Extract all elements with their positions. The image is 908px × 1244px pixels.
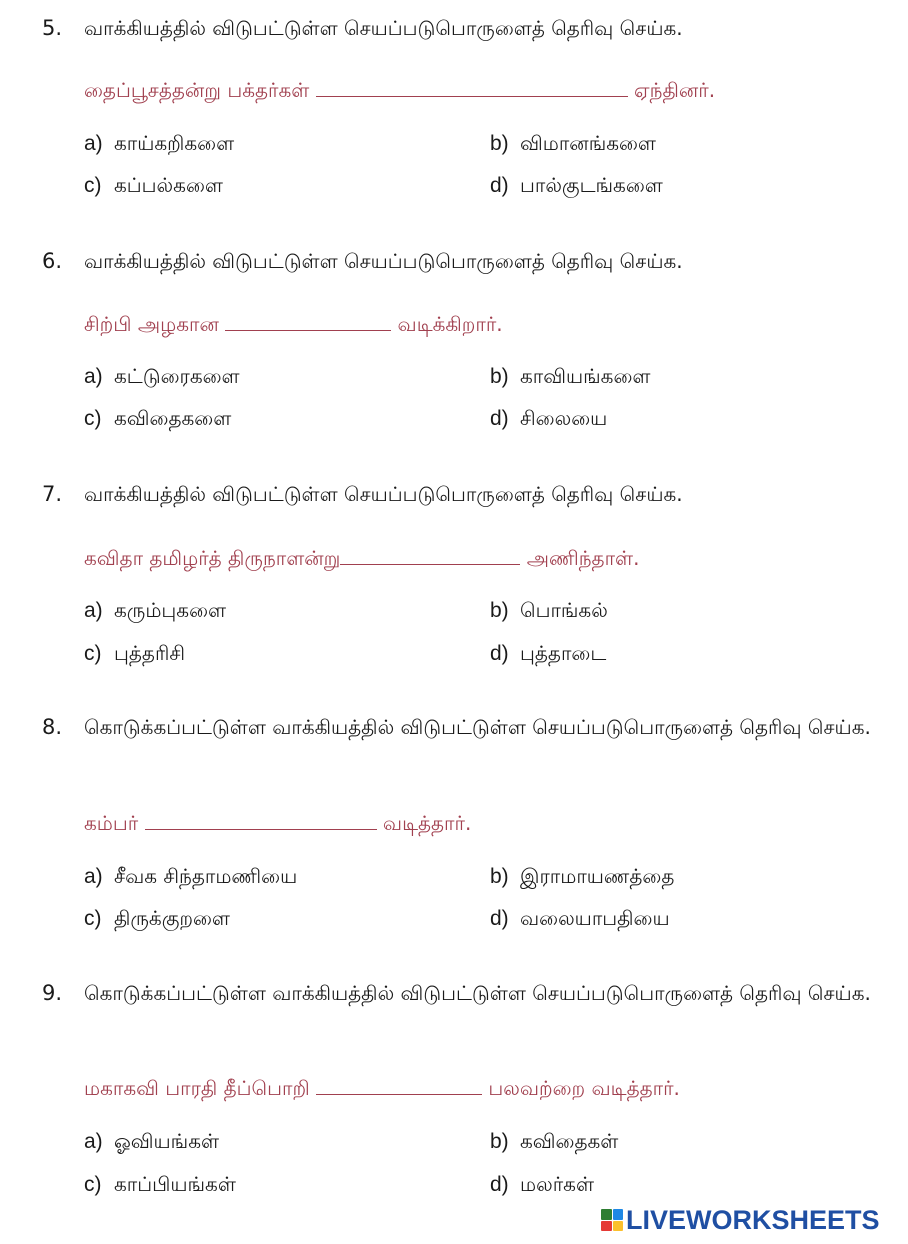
option-c[interactable] — [84, 403, 231, 434]
answer-blank[interactable] — [316, 76, 628, 97]
option-text: விமானங்களை — [520, 131, 656, 155]
option-a[interactable] — [84, 361, 240, 392]
option-letter: b) — [490, 1130, 509, 1153]
option-d[interactable] — [490, 1169, 594, 1200]
option-letter: c) — [84, 174, 102, 197]
option-letter: b) — [490, 132, 509, 155]
option-text: கட்டுரைகளை — [114, 364, 240, 388]
question-prompt: வாக்கியத்தில் விடுபட்டுள்ள செயப்படுபொருளைத் தெரிவு செய்க. — [84, 482, 683, 506]
question-prompt: கொடுக்கப்பட்டுள்ள வாக்கியத்தில் விடுபட்டுள்ள செயப்படுபொருளைத் தெரிவு செய்க. — [84, 981, 871, 1005]
option-a[interactable] — [84, 595, 226, 626]
option-letter: b) — [490, 599, 509, 622]
question-sentence — [84, 542, 639, 574]
option-text: காப்பியங்கள் — [114, 1172, 236, 1196]
option-letter: b) — [490, 365, 509, 388]
option-letter: d) — [490, 907, 509, 930]
sentence-before: கவிதா தமிழர்த் திருநாளன்று — [84, 546, 341, 570]
question-prompt: வாக்கியத்தில் விடுபட்டுள்ள செயப்படுபொருளைத் தெரிவு செய்க. — [84, 16, 683, 40]
liveworksheets-logo — [601, 1206, 880, 1234]
option-text: சிலையை — [520, 406, 608, 430]
option-text: புத்தரிசி — [114, 641, 185, 665]
option-letter: a) — [84, 365, 103, 388]
option-text: ஓவியங்கள் — [114, 1129, 220, 1153]
option-letter: b) — [490, 865, 509, 888]
option-d[interactable] — [490, 638, 606, 669]
option-letter: d) — [490, 642, 509, 665]
question-sentence — [84, 308, 503, 340]
option-a[interactable] — [84, 861, 297, 892]
option-text: மலர்கள் — [520, 1172, 594, 1196]
option-b[interactable] — [490, 595, 608, 626]
option-text: காவியங்களை — [520, 364, 651, 388]
sentence-after: பலவற்றை வடித்தார். — [482, 1076, 680, 1100]
option-a[interactable] — [84, 128, 234, 159]
sentence-before: தைப்பூசத்தன்று பக்தர்கள் — [84, 78, 316, 102]
logo-text: LIVEWORKSHEETS — [626, 1204, 880, 1235]
option-b[interactable] — [490, 128, 656, 159]
option-b[interactable] — [490, 1126, 618, 1157]
option-text: கவிதைகள் — [520, 1129, 619, 1153]
answer-blank[interactable] — [316, 1074, 482, 1095]
sentence-before: மகாகவி பாரதி தீப்பொறி — [84, 1076, 317, 1100]
sentence-after: ஏந்தினர். — [627, 78, 716, 102]
option-c[interactable] — [84, 903, 230, 934]
option-letter: d) — [490, 1173, 509, 1196]
option-c[interactable] — [84, 170, 223, 201]
question-prompt: கொடுக்கப்பட்டுள்ள வாக்கியத்தில் விடுபட்டுள்ள செயப்படுபொருளைத் தெரிவு செய்க. — [84, 715, 871, 739]
option-letter: d) — [490, 407, 509, 430]
sentence-after: வடிக்கிறார். — [391, 312, 503, 336]
question-number: 5. — [42, 16, 63, 40]
question-sentence — [84, 1072, 680, 1104]
question-number: 7. — [42, 482, 63, 506]
option-d[interactable] — [490, 403, 607, 434]
option-c[interactable] — [84, 1169, 236, 1200]
option-text: கப்பல்களை — [114, 173, 223, 197]
sentence-after: வடித்தார். — [376, 811, 472, 835]
answer-blank[interactable] — [225, 310, 391, 331]
option-letter: c) — [84, 907, 102, 930]
answer-blank[interactable] — [340, 544, 520, 565]
option-d[interactable] — [490, 903, 670, 934]
option-text: பொங்கல் — [520, 598, 608, 622]
option-text: திருக்குறளை — [114, 906, 230, 930]
option-text: இராமாயணத்தை — [520, 864, 675, 888]
option-text: கரும்புகளை — [114, 598, 227, 622]
option-a[interactable] — [84, 1126, 219, 1157]
option-c[interactable] — [84, 638, 185, 669]
option-letter: d) — [490, 174, 509, 197]
question-sentence — [84, 74, 715, 106]
option-letter: a) — [84, 865, 103, 888]
option-text: வலையாபதியை — [520, 906, 670, 930]
question-sentence — [84, 807, 471, 839]
option-text: புத்தாடை — [520, 641, 607, 665]
option-text: கவிதைகளை — [114, 406, 232, 430]
option-text: காய்கறிகளை — [114, 131, 235, 155]
question-number: 9. — [42, 981, 63, 1005]
option-text: பால்குடங்களை — [520, 173, 663, 197]
option-letter: c) — [84, 1173, 102, 1196]
option-d[interactable] — [490, 170, 663, 201]
option-text: சீவக சிந்தாமணியை — [114, 864, 298, 888]
question-prompt: வாக்கியத்தில் விடுபட்டுள்ள செயப்படுபொருளைத் தெரிவு செய்க. — [84, 249, 683, 273]
option-letter: c) — [84, 642, 102, 665]
option-b[interactable] — [490, 861, 674, 892]
sentence-before: சிற்பி அழகான — [84, 312, 226, 336]
question-number: 6. — [42, 249, 63, 273]
sentence-after: அணிந்தாள். — [520, 546, 640, 570]
answer-blank[interactable] — [145, 809, 377, 830]
option-letter: a) — [84, 132, 103, 155]
liveworksheets-logo-icon — [601, 1209, 623, 1231]
option-letter: a) — [84, 599, 103, 622]
option-letter: a) — [84, 1130, 103, 1153]
sentence-before: கம்பர் — [84, 811, 145, 835]
option-letter: c) — [84, 407, 102, 430]
question-number: 8. — [42, 715, 63, 739]
option-b[interactable] — [490, 361, 650, 392]
